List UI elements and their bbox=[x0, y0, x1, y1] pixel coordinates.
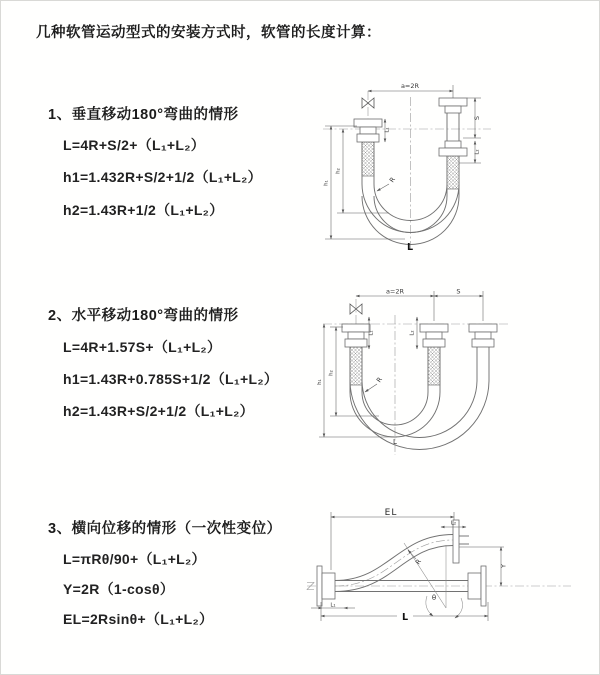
label-l: L bbox=[401, 612, 409, 623]
label-l: L bbox=[393, 438, 397, 446]
diagram-lateral-displacement bbox=[303, 507, 595, 647]
label-s: S bbox=[473, 115, 481, 121]
section-1-formula-h1: h1=1.432R+S/2+1/2（L₁+L₂） bbox=[63, 169, 262, 185]
section-2-formula-h2: h2=1.43R+S/2+1/2（L₁+L₂） bbox=[63, 403, 254, 419]
label-theta: θ bbox=[431, 594, 437, 602]
section-1-formula-l: L=4R+S/2+（L₁+L₂） bbox=[63, 137, 206, 153]
section-1-formula-h2: h2=1.43R+1/2（L₁+L₂） bbox=[63, 202, 224, 218]
flange-fittings bbox=[342, 324, 497, 347]
label-el: EL bbox=[384, 508, 398, 518]
section-3-heading: 3、横向位移的情形（一次性变位） bbox=[48, 521, 282, 537]
label-h1: h₁ bbox=[317, 379, 323, 385]
section-3-formula-el: EL=2Rsinθ+（L₁+L₂） bbox=[63, 611, 214, 627]
label-l1: L₁ bbox=[368, 330, 375, 336]
pipes-and-hose bbox=[335, 535, 469, 592]
label-r: R bbox=[387, 175, 397, 185]
label-r: R bbox=[413, 557, 423, 567]
label-width-a2r: a=2R bbox=[400, 82, 420, 90]
page-title: 几种软管运动型式的安装方式时，软管的长度计算： bbox=[36, 25, 381, 41]
label-l: L bbox=[406, 242, 414, 253]
label-r: R bbox=[374, 375, 384, 385]
section-2-formula-l: L=4R+1.57S+（L₁+L₂） bbox=[63, 339, 222, 355]
section-3-formula-y: Y=2R（1-cosθ） bbox=[63, 581, 175, 597]
section-1-heading: 1、垂直移动180°弯曲的情形 bbox=[48, 107, 239, 123]
label-l2: L₂ bbox=[474, 149, 481, 155]
section-2-formula-h1: h1=1.43R+0.785S+1/2（L₁+L₂） bbox=[63, 371, 279, 387]
section-2-heading: 2、水平移动180°弯曲的情形 bbox=[48, 308, 239, 324]
label-width-a2r: a=2R bbox=[385, 287, 405, 296]
diagram-horizontal-180-bend bbox=[317, 287, 569, 463]
centerlines bbox=[323, 91, 491, 251]
label-l2: L₂ bbox=[409, 330, 416, 336]
label-h2: h₂ bbox=[328, 370, 335, 376]
label-y: Y bbox=[499, 564, 508, 568]
label-h2: h₂ bbox=[335, 168, 342, 174]
section-3-formula-l: L=πRθ/90+（L₁+L₂） bbox=[63, 551, 206, 567]
diagram-vertical-180-bend bbox=[313, 79, 589, 256]
flange-fittings bbox=[317, 520, 486, 606]
label-l1: L₁ bbox=[330, 602, 336, 609]
u-hose bbox=[350, 329, 489, 450]
label-s: S bbox=[456, 287, 461, 296]
label-l1: L₁ bbox=[384, 127, 391, 133]
dimension-lines bbox=[319, 291, 483, 437]
label-l2: L₂ bbox=[450, 520, 457, 527]
dimension-lines bbox=[311, 512, 504, 621]
label-h1: h₁ bbox=[323, 180, 330, 186]
